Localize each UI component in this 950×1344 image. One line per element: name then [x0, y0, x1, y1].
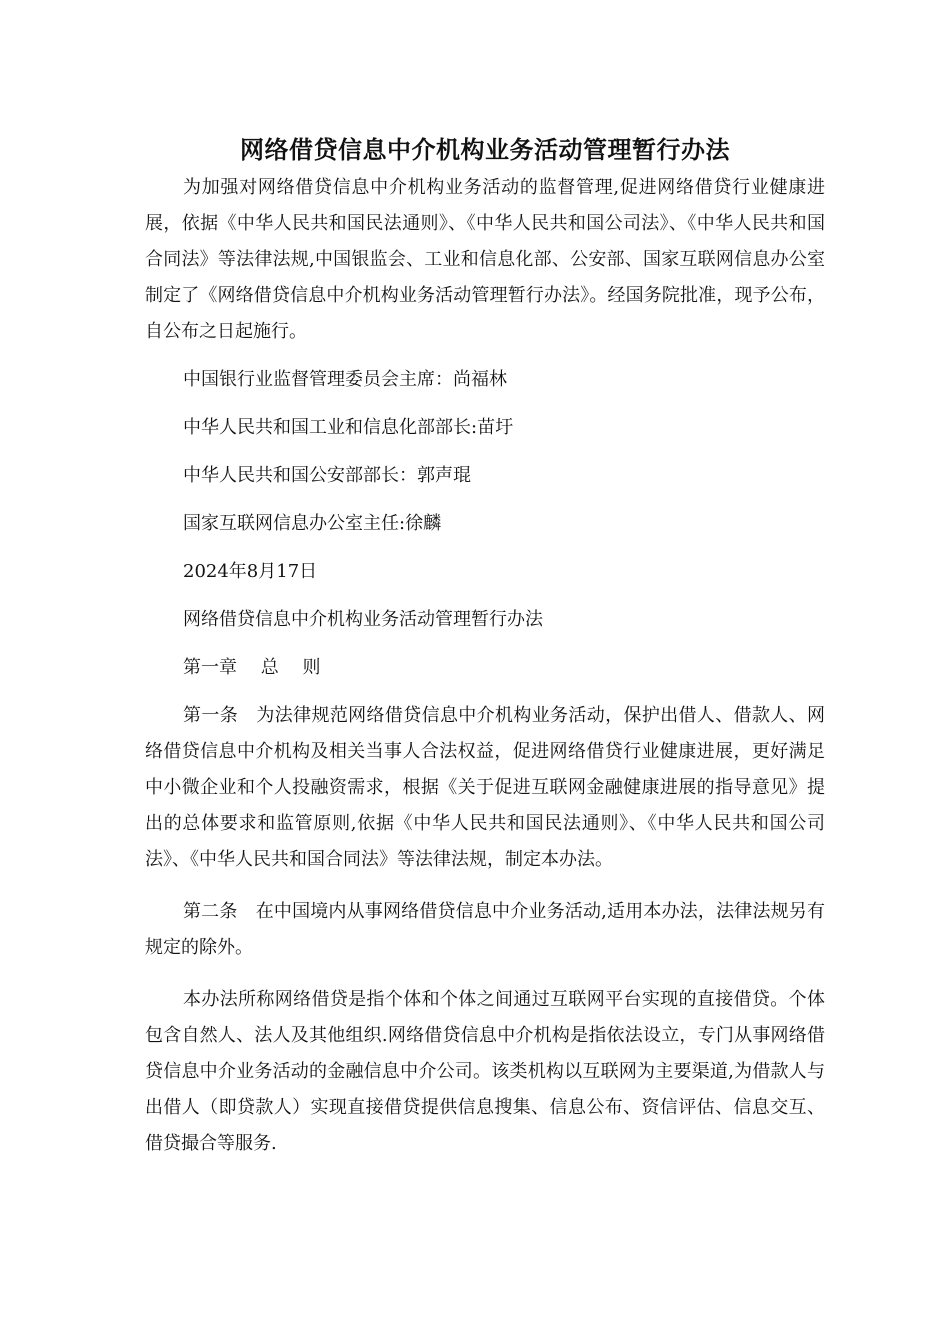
publication-date: 2024年8月17日: [183, 561, 318, 582]
article-2: 第二条 在中国境内从事网络借贷信息中介业务活动,适用本办法，法律法规另有规定的除外。: [145, 901, 825, 958]
article-1: 第一条 为法律规范网络借贷信息中介机构业务活动，保护出借人、借款人、网络借贷信息中介机构及相关当事人合法权益，促进网络借贷行业健康进展，更好满足中小微企业和个人投融资需求，根据《关于促进互联网金融健康进展的指导意见》提出的总体要求和监管原则,依据《中华人民共和国民法通则》、《中华人民共和国公司法》、《中华人民共和国合同法》等法律法规，制定本办法。: [145, 705, 825, 870]
signatory-cbrc: 中国银行业监督管理委员会主席：尚福林: [183, 369, 507, 390]
signatory-cac: 国家互联网信息办公室主任:徐麟: [183, 513, 442, 534]
signatory-miit: 中华人民共和国工业和信息化部部长:苗圩: [183, 417, 514, 438]
article-2-detail: 本办法所称网络借贷是指个体和个体之间通过互联网平台实现的直接借贷。个体包含自然人、法人及其他组织.网络借贷信息中介机构是指依法设立，专门从事网络借贷信息中介业务活动的金融信息中介公司。该类机构以互联网为主要渠道,为借款人与出借人（即贷款人）实现直接借贷提供信息搜集、信息公布、资信评估、信息交互、借贷撮合等服务.: [145, 989, 825, 1154]
chapter-heading: 第一章 总 则: [183, 657, 321, 678]
intro-paragraph: 为加强对网络借贷信息中介机构业务活动的监督管理,促进网络借贷行业健康进展，依据《中华人民共和国民法通则》、《中华人民共和国公司法》、《中华人民共和国合同法》等法律法规,中国银监会、工业和信息化部、公安部、国家互联网信息办公室制定了《网络借贷信息中介机构业务活动管理暂行办法》。经国务院批准，现予公布，自公布之日起施行。: [145, 177, 825, 342]
document-page: [145, 130, 825, 1162]
signatory-mps: 中华人民共和国公安部部长：郭声琨: [183, 465, 471, 486]
document-title: 网络借贷信息中介机构业务活动管理暂行办法: [240, 135, 730, 164]
document-subtitle: 网络借贷信息中介机构业务活动管理暂行办法: [183, 609, 543, 630]
